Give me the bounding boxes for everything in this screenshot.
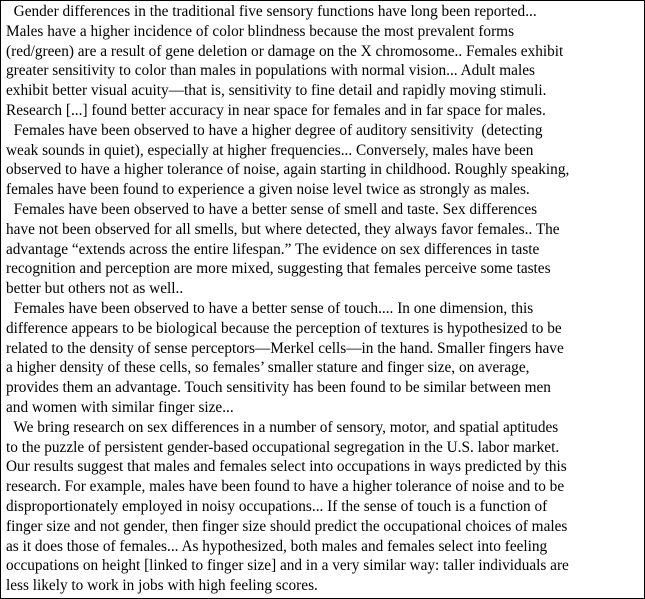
text-line: to the puzzle of persistent gender-based occupational segregation in the U.S. labor market. <box>6 438 560 456</box>
text-line: greater sensitivity to color than males in populations with normal vision... Adult males <box>6 62 535 80</box>
text-line: Our results suggest that males and females select into occupations in ways predicted by this <box>6 458 567 476</box>
text-line: exhibit better visual acuity—that is, sensitivity to fine detail and rapidly moving stimuli. <box>6 82 547 100</box>
text-line: Males have a higher incidence of color blindness because the most prevalent forms <box>6 22 515 40</box>
text-line: better but others not as well.. <box>6 280 184 298</box>
text-line: females have been found to experience a given noise level twice as strongly as males. <box>6 181 530 199</box>
text-line: provides them an advantage. Touch sensitivity has been found to be similar between men <box>6 379 551 397</box>
document-body <box>6 2 642 596</box>
text-line: have not been observed for all smells, but where detected, they always favor females.. The <box>6 220 560 238</box>
text-line: difference appears to be biological because the perception of textures is hypothesized to be <box>6 319 562 337</box>
text-line: occupations on height [linked to finger size] and in a very similar way: taller individuals are <box>6 557 569 575</box>
text-line: Females have been observed to have a better sense of smell and taste. Sex differences <box>6 200 538 218</box>
text-line: a higher density of these cells, so females’ smaller stature and finger size, on average, <box>6 359 530 377</box>
text-line: as it does those of females... As hypothesized, both males and females select into feeling <box>6 537 548 555</box>
text-line: Gender differences in the traditional five sensory functions have long been reported... <box>6 3 537 20</box>
text-line: We bring research on sex differences in a number of sensory, motor, and spatial aptitudes <box>6 418 559 436</box>
text-line: related to the density of sense perceptors—Merkel cells—in the hand. Smaller fingers have <box>6 339 564 357</box>
text-line: recognition and perception are more mixed, suggesting that females perceive some tastes <box>6 260 551 278</box>
text-line: finger size and not gender, then finger size should predict the occupational choices of males <box>6 517 568 535</box>
text-line: Females have been observed to have a higher degree of auditory sensitivity (detecting <box>6 121 543 139</box>
text-line: Research [...] found better accuracy in near space for females and in far space for males. <box>6 101 546 119</box>
text-line: Females have been observed to have a better sense of touch.... In one dimension, this <box>6 299 534 317</box>
text-line: weak sounds in quiet), especially at higher frequencies... Conversely, males have been <box>6 141 534 159</box>
text-line: observed to have a higher tolerance of noise, again starting in childhood. Roughly speaking, <box>6 161 570 179</box>
text-line: and women with similar finger size... <box>6 398 234 416</box>
text-line: less likely to work in jobs with high feeling scores. <box>6 577 318 595</box>
text-line: (red/green) are a result of gene deletion or damage on the X chromosome.. Females exhibit <box>6 42 564 60</box>
text-line: research. For example, males have been found to have a higher tolerance of noise and to be <box>6 478 565 496</box>
text-line: disproportionately employed in noisy occupations... If the sense of touch is a function of <box>6 497 548 515</box>
text-line: advantage “extends across the entire lifespan.” The evidence on sex differences in taste <box>6 240 540 258</box>
